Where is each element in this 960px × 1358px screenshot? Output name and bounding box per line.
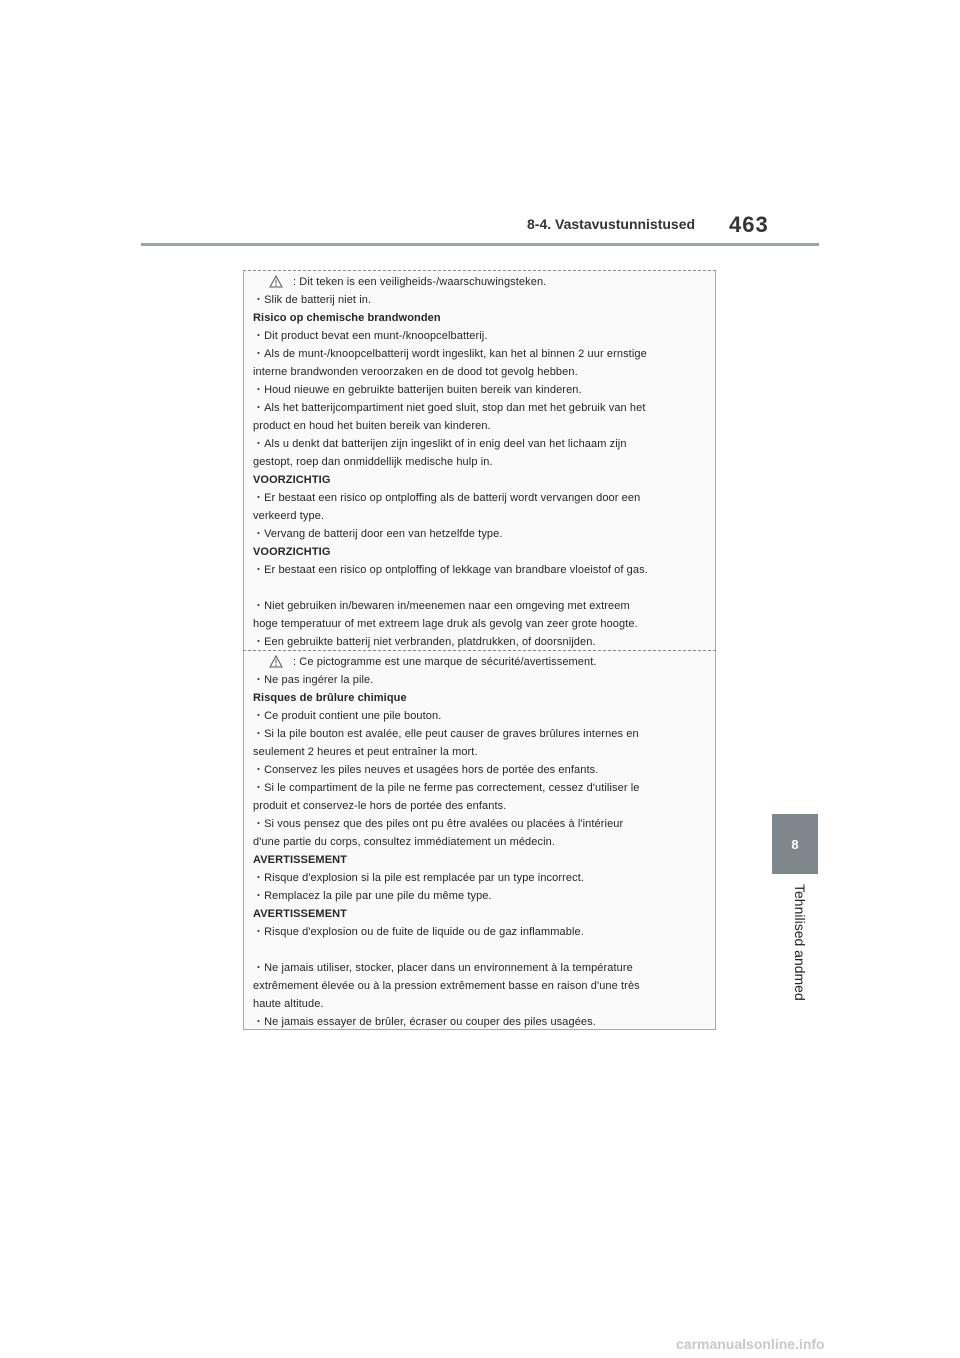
french-line: ・Risque d'explosion si la pile est remplacée par un type incorrect. [253,872,585,884]
dutch-line: ・Een gebruikte batterij niet verbranden, platdrukken, of doorsnijden. [253,636,596,648]
header-divider [141,243,819,246]
french-warning-text: : Ce pictogramme est une marque de sécurité/avertissement. [293,656,597,668]
chapter-title: Tehnilised andmed [792,884,808,1001]
dutch-line: ・Vervang de batterij door een van hetzelfde type. [253,528,503,540]
french-warning-section [253,653,703,1031]
page-number: 463 [729,212,769,237]
dutch-line: ・Niet gebruiken in/bewaren in/meenemen naar een omgeving met extreem [253,600,630,612]
french-heading: AVERTISSEMENT [253,908,347,920]
french-line: ・Ne pas ingérer la pile. [253,674,374,686]
dutch-line: hoge temperatuur of met extreem lage druk als gevolg van zeer grote hoogte. [253,618,638,630]
french-line: ・Ne jamais essayer de brûler, écraser ou couper des piles usagées. [253,1016,596,1028]
dutch-warning-section [253,273,703,651]
dutch-line: ・Er bestaat een risico op ontploffing als de batterij wordt vervangen door een [253,492,641,504]
chapter-tab[interactable] [772,814,818,874]
dutch-line: ・Als de munt-/knoopcelbatterij wordt ingeslikt, kan het al binnen 2 uur ernstige [253,348,647,360]
dutch-line: ・Er bestaat een risico op ontploffing of lekkage van brandbare vloeistof of gas. [253,564,648,576]
spacer [253,579,703,597]
french-line: ・Si le compartiment de la pile ne ferme pas correctement, cessez d'utiliser le [253,782,640,794]
french-heading: AVERTISSEMENT [253,854,347,866]
french-line: ・Si vous pensez que des piles ont pu être avalées ou placées à l'intérieur [253,818,624,830]
french-line: ・Conservez les piles neuves et usagées hors de portée des enfants. [253,764,599,776]
french-line: haute altitude. [253,998,324,1010]
warning-triangle-icon [269,655,283,668]
dutch-line: ・Houd nieuwe en gebruikte batterijen buiten bereik van kinderen. [253,384,582,396]
dutch-heading: Risico op chemische brandwonden [253,312,441,324]
french-line: ・Si la pile bouton est avalée, elle peut causer de graves brûlures internes en [253,728,639,740]
french-line: produit et conservez-le hors de portée des enfants. [253,800,507,812]
french-warning-line [253,653,703,671]
warning-triangle-icon [269,275,283,288]
chapter-number: 8 [791,836,799,852]
dutch-line: ・Dit product bevat een munt-/knoopcelbatterij. [253,330,488,342]
dutch-warning-line [253,273,703,291]
french-line: ・Remplacez la pile par une pile du même type. [253,890,492,902]
dutch-warning-text: : Dit teken is een veiligheids-/waarschuwingsteken. [293,276,547,288]
dutch-line: ・Slik de batterij niet in. [253,294,372,306]
french-line: extrêmement élevée ou à la pression extrêmement basse en raison d'une très [253,980,640,992]
french-heading: Risques de brûlure chimique [253,692,407,704]
dutch-line: ・Als het batterijcompartiment niet goed sluit, stop dan met het gebruik van het [253,402,646,414]
dutch-line: gestopt, roep dan onmiddellijk medische hulp in. [253,456,493,468]
watermark-url: carmanualsonline.info [676,1336,825,1352]
dutch-line: interne brandwonden veroorzaken en de dood tot gevolg hebben. [253,366,578,378]
french-line: ・Ce produit contient une pile bouton. [253,710,442,722]
french-line: ・Ne jamais utiliser, stocker, placer dans un environnement à la température [253,962,633,974]
dutch-heading: VOORZICHTIG [253,546,331,558]
french-line: seulement 2 heures et peut entraîner la mort. [253,746,478,758]
dutch-line: ・Als u denkt dat batterijen zijn ingeslikt of in enig deel van het lichaam zijn [253,438,627,450]
french-line: ・Risque d'explosion ou de fuite de liquide ou de gaz inflammable. [253,926,584,938]
spacer [253,941,703,959]
french-line: d'une partie du corps, consultez immédiatement un médecin. [253,836,556,848]
dutch-line: product en houd het buiten bereik van kinderen. [253,420,491,432]
section-title: 8-4. Vastavustunnistused [527,216,696,232]
dutch-heading: VOORZICHTIG [253,474,331,486]
dutch-line: verkeerd type. [253,510,325,522]
